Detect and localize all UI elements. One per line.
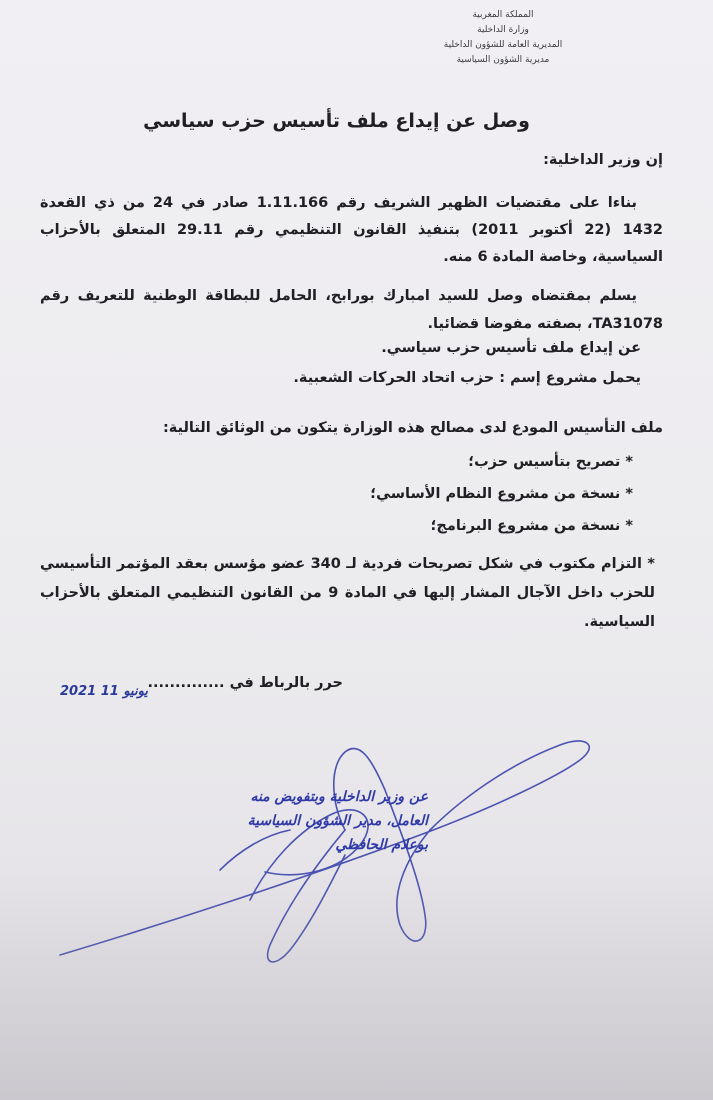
header-directorate: مديرية الشؤون السياسية [456,55,550,65]
stamp-line: العامل، مدير الشؤون السياسية [247,813,428,829]
header-ministry: وزارة الداخلية [477,25,529,35]
header-directorate-general: المديرية العامة للشؤون الداخلية [443,40,563,50]
stamp-signatory: بوعلام الحافظي [335,837,428,853]
documents-intro: ملف التأسيس المودع لدى مصالح هذه الوزارة يتكون من الوثائق التالية: [162,420,663,436]
legal-basis-paragraph: بناءا على مقتضيات الظهير الشريف رقم 1.11.166 صادر في 24 من ذي القعدة 1432 (22 أكتوبر 2011) بتنفيذ القانون التنظيمي رقم 29.11 المتعلق بالأحزاب السياسية، وخاصة المادة 6 منه. [40,195,663,265]
signature-stroke [60,741,589,955]
document-item: * نسخة من مشروع النظام الأساسي؛ [370,486,633,502]
document-item: * تصريح بتأسيس حزب؛ [468,454,633,470]
signature-stroke [334,748,430,941]
signature-stroke [220,830,290,870]
signature-stroke [250,810,368,900]
party-name-line: يحمل مشروع إسم : حزب اتحاد الحركات الشعبية. [293,370,641,386]
document-item: * نسخة من مشروع البرنامج؛ [430,518,633,534]
stamp-line: عن وزير الداخلية وبتفويض منه [250,789,428,805]
addressee: إن وزير الداخلية: [543,152,663,168]
document-title: وصل عن إيداع ملف تأسيس حزب سياسي [143,110,530,132]
signature-stroke [268,830,345,962]
deposit-line: عن إيداع ملف تأسيس حزب سياسي. [381,340,641,356]
place-of-signing: حرر بالرباط في .............. [147,675,343,691]
header-kingdom: المملكة المغربية [472,10,534,20]
document-item: * التزام مكتوب في شكل تصريحات فردية لـ 340 عضو مؤسس بعقد المؤتمر التأسيسي للحزب داخل الآجال المشار إليها في المادة 9 من القانون التنظيمي المتعلق بالأحزاب السياسية. [40,556,655,630]
date-stamp: 2021 يونيو 11 [60,684,148,699]
receipt-paragraph: يسلم بمقتضاه وصل للسيد امبارك بورابح، الحامل للبطاقة الوطنية للتعريف رقم TA31078، بصفته مفوضا قضائيا. [40,288,663,332]
